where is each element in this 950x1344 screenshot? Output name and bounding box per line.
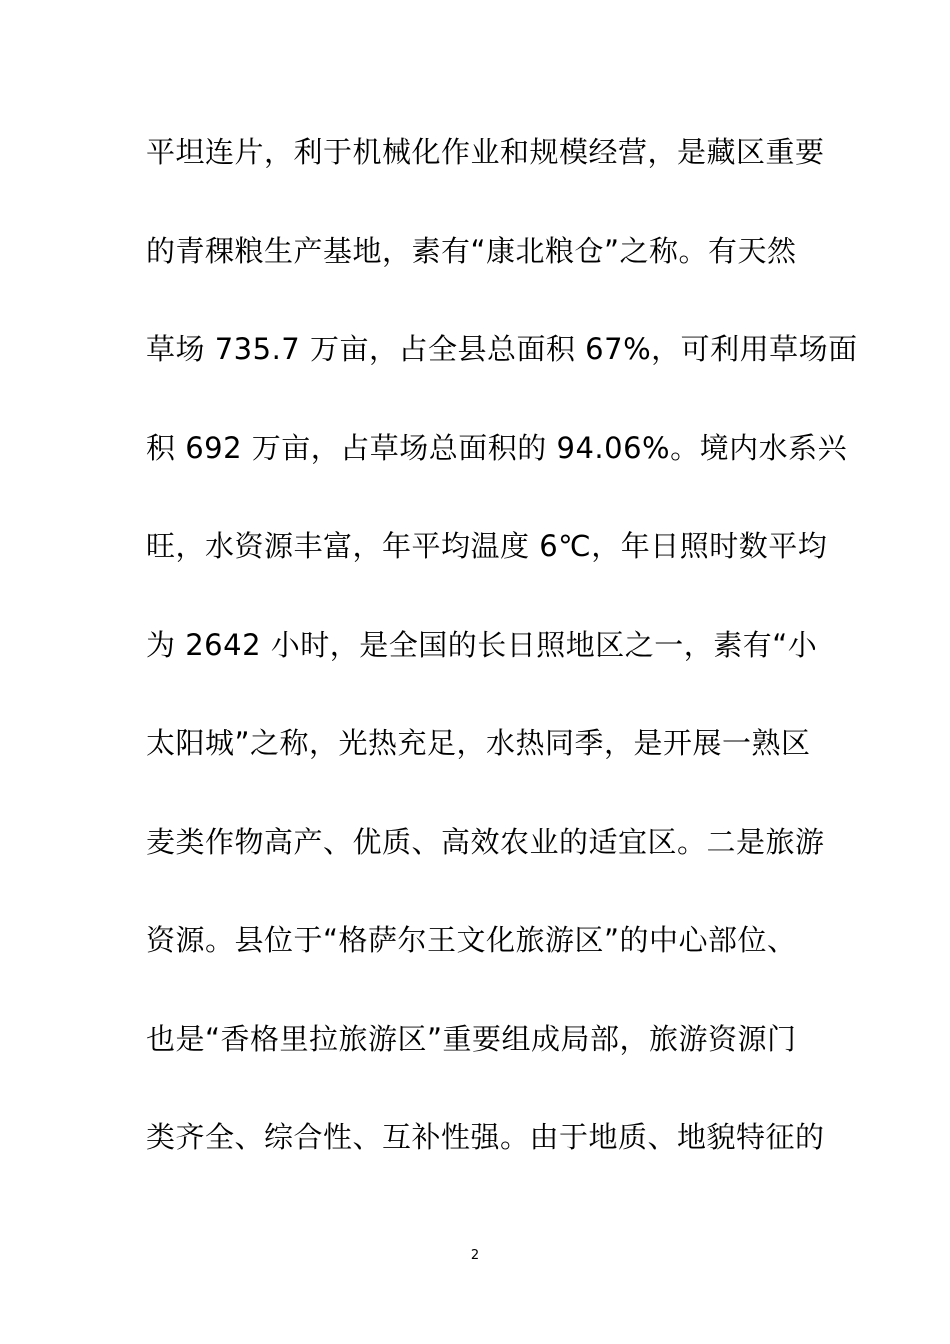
text-line: 平坦连片，利于机械化作业和规模经营，是藏区重要 bbox=[146, 135, 825, 169]
text-line: 资源。县位于“格萨尔王文化旅游区”的中心部位、 bbox=[146, 923, 797, 957]
text-line: 的青稞粮生产基地，素有“康北粮仓”之称。有天然 bbox=[146, 233, 797, 268]
text-line: 为 2642 小时，是全国的长日照地区之一，素有“小 bbox=[146, 627, 818, 662]
text-line: 草场 735.7 万亩，占全县总面积 67%，可利用草场面 bbox=[146, 332, 858, 366]
text-line: 也是“香格里拉旅游区”重要组成局部，旅游资源门 bbox=[146, 1021, 797, 1056]
text-line: 类齐全、综合性、互补性强。由于地质、地貌特征的 bbox=[146, 1120, 825, 1154]
text-line: 积 692 万亩，占草场总面积的 94.06%。境内水系兴 bbox=[146, 430, 848, 465]
page-number: 2 bbox=[470, 1248, 480, 1263]
text-line: 旺，水资源丰富，年平均温度 6℃，年日照时数平均 bbox=[146, 529, 828, 563]
text-line: 太阳城”之称，光热充足，水热同季，是开展一熟区 bbox=[146, 726, 811, 760]
body-text bbox=[146, 120, 858, 1204]
text-line: 麦类作物高产、优质、高效农业的适宜区。二是旅游 bbox=[146, 824, 825, 859]
